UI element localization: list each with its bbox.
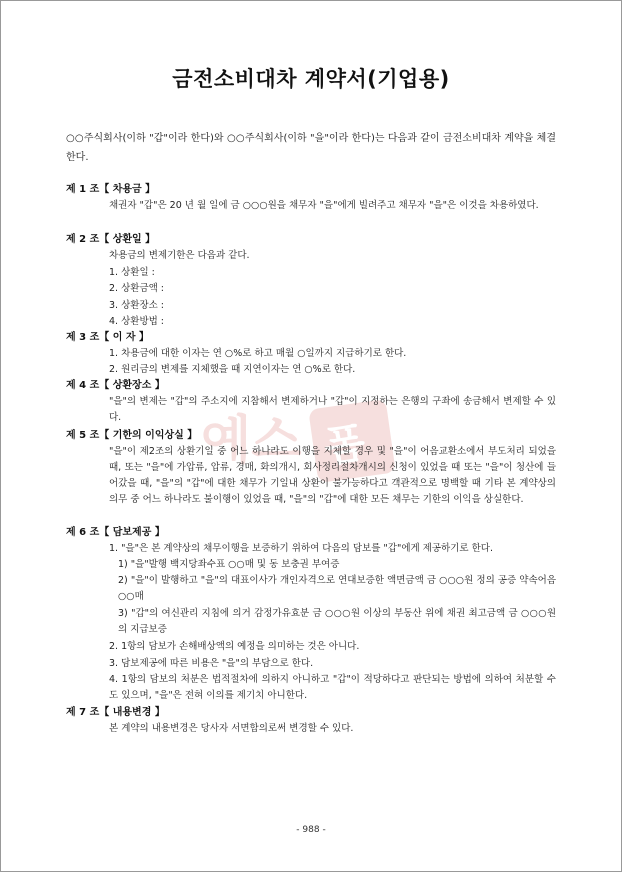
svg-text:예스: 예스 bbox=[201, 411, 302, 471]
article-6-subitem: 1) "을"발행 백지당좌수표 ○○매 및 동 보충권 부여증 bbox=[118, 559, 340, 570]
article-6-item: 4. 1항의 담보의 처분은 법적절차에 의하지 아니하고 "갑"이 적당하다고 판단되는 방법에 의하여 처분할 수도 있으며, "을"은 전혀 이의를 제기치 아니한다. bbox=[109, 674, 556, 701]
article-3-heading: 제 3 조【 이 자 】 bbox=[66, 332, 150, 343]
article-7-body: 본 계약의 내용변경은 당사자 서면합의로써 변경할 수 있다. bbox=[109, 723, 354, 734]
article-6-subitem: 2) "을"이 발행하고 "을"의 대표이사가 개인자격으로 연대보증한 액면금액 금 ○○○원 정의 공증 약속어음 ○○매 bbox=[118, 575, 556, 602]
svg-text:폼: 폼 bbox=[321, 417, 369, 472]
article-6-subitem: 3) "갑"의 여신관리 지침에 의거 감정가유효분 금 ○○○원 이상의 부동산 위에 채권 최고금액 금 ○○○원의 지급보증 bbox=[118, 608, 556, 635]
article-6-item: 2. 1항의 담보가 손해배상액의 예정을 의미하는 것은 아니다. bbox=[109, 641, 360, 652]
article-6-heading: 제 6 조【 담보제공 】 bbox=[66, 527, 165, 538]
article-7-heading: 제 7 조【 내용변경 】 bbox=[66, 707, 165, 718]
article-5-heading: 제 5 조【 기한의 이익상실 】 bbox=[66, 430, 198, 441]
article-2-item: 1. 상환일 : bbox=[109, 267, 155, 278]
article-2-heading: 제 2 조【 상환일 】 bbox=[66, 234, 156, 245]
article-4-body: "을"의 변제는 "갑"의 주소지에 지참해서 변제하거나 "갑"이 지정하는 은행의 구좌에 송금해서 변제할 수 있다. bbox=[109, 396, 556, 423]
article-4-heading: 제 4 조【 상환장소 】 bbox=[66, 380, 165, 391]
article-1-body: 채권자 "갑"은 20 년 월 일에 금 ○○○원을 채무자 "을"에게 빌려주고 채무자 "을"은 이것을 차용하였다. bbox=[109, 200, 539, 211]
article-2-item: 4. 상환방법 : bbox=[109, 316, 165, 327]
article-2-item: 2. 상환금액 : bbox=[109, 283, 165, 294]
article-2-item: 3. 상환장소 : bbox=[109, 300, 165, 311]
article-3-item: 2. 원리금의 변제를 지체했을 때 지연이자는 연 ○%로 한다. bbox=[109, 364, 356, 375]
article-6-item: 1. "을"은 본 계약상의 채무이행을 보증하기 위하여 다음의 담보를 "갑"에게 제공하기로 한다. bbox=[109, 543, 493, 554]
document-title: 금전소비대차 계약서(기업용) bbox=[172, 67, 450, 91]
article-1-heading: 제 1 조【 차용금 】 bbox=[66, 184, 156, 195]
article-5-body: "을"이 제2조의 상환기일 중 어느 하나라도 이행을 지체할 경우 및 "을"이 어음교환소에서 부도처리 되었을 때, 또는 "을"에 가압류, 압류, 경매, 화의개시, 회사정리절차개시의 신청이 있었을 때 또는 "을"이 청산에 들어갔을 때, "을"의 "갑"에 대한 채무가 기일내 상환이 불가능하다고 객관적으로 명백할 때 기타 본 계약상의 의무 중 어느 하나라도 불이행이 있었을 때, "을"의 "갑"에 대한 모든 채무는 기한의 이익을 상실한다. bbox=[109, 446, 556, 505]
article-3-item: 1. 차용금에 대한 이자는 연 ○%로 하고 매월 ○일까지 지급하기로 한다. bbox=[109, 348, 407, 359]
article-6-item: 3. 담보제공에 따른 비용은 "을"의 부담으로 한다. bbox=[109, 658, 314, 669]
article-2-body: 차용금의 변제기한은 다음과 같다. bbox=[109, 250, 250, 261]
intro-paragraph: ○○주식회사(이하 "갑"이라 한다)와 ○○주식회사(이하 "을"이라 한다)는 다음과 같이 금전소비대차 계약을 체결한다. bbox=[66, 133, 556, 163]
page-number: - 988 - bbox=[296, 825, 326, 835]
